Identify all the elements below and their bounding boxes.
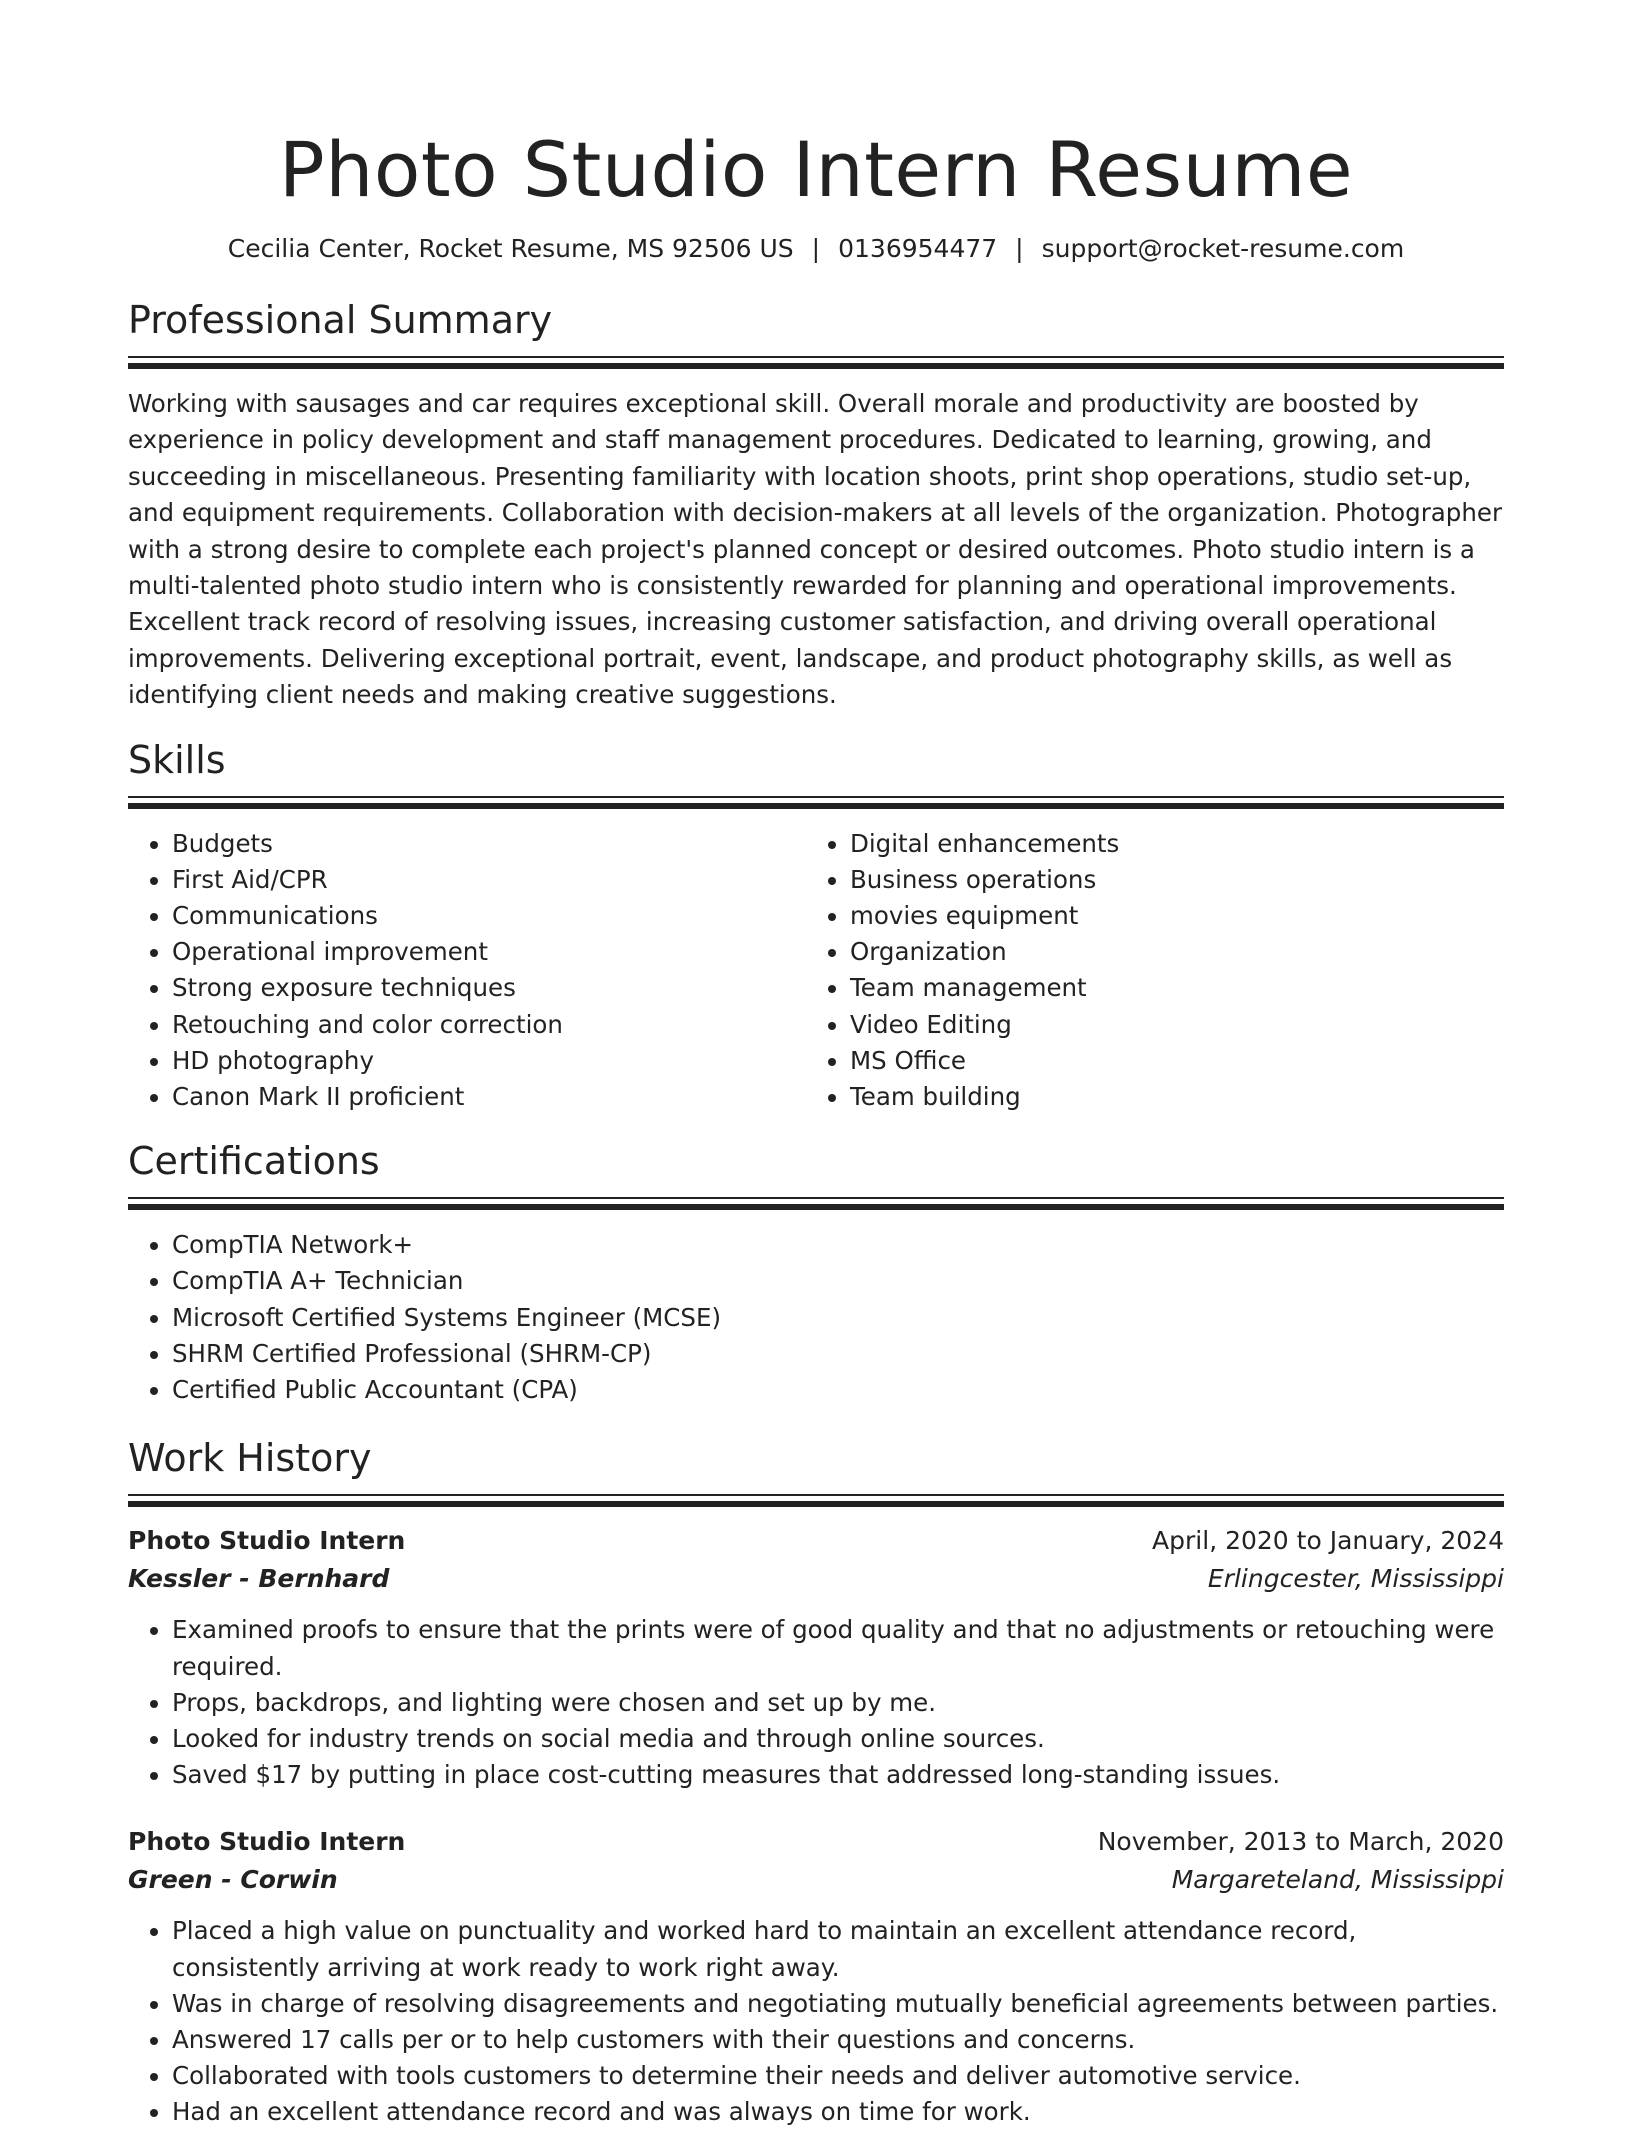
job-bullet: • Collaborated with tools customers to determine their needs and deliver automotive service.	[172, 2058, 1504, 2094]
job-bullet: • Was in charge of resolving disagreements and negotiating mutually beneficial agreements between parties.	[172, 1986, 1504, 2022]
job-title: Photo Studio Intern	[128, 1526, 406, 1556]
certifications-list	[128, 1227, 1504, 1408]
skill-item: • Budgets	[172, 826, 806, 862]
job-bullet: • Props, backdrops, and lighting were chosen and set up by me.	[172, 1685, 1504, 1721]
contact-separator: |	[811, 234, 821, 263]
job-bullet: • Looked for industry trends on social media and through online sources.	[172, 1721, 1504, 1757]
skill-item: • MS Office	[850, 1043, 1484, 1079]
job-bullet: • Placed a high value on punctuality and worked hard to maintain an excellent attendance record, consistently arriving at work ready to work right away.	[172, 1913, 1504, 1985]
job-bullet: • Saved $17 by putting in place cost-cutting measures that addressed long-standing issues.	[172, 1757, 1504, 1793]
skills-section	[128, 736, 1504, 1116]
job-header	[128, 1522, 1504, 1560]
section-divider	[128, 796, 1504, 810]
work-history-section	[128, 1434, 1504, 2130]
skill-item: • movies equipment	[850, 898, 1484, 934]
skill-item: • HD photography	[172, 1043, 806, 1079]
section-divider	[128, 356, 1504, 370]
skill-item: • Digital enhancements	[850, 826, 1484, 862]
summary-text: Working with sausages and car requires exceptional skill. Overall morale and productivity are boosted by experience in policy development and staff management procedures. Dedicated to learning, growing, and succeeding in miscellaneous. Presenting familiarity with location shoots, print shop operations, studio set-up, and equipment requirements. Collaboration with decision-makers at all levels of the organization. Photographer with a strong desire to complete each project's planned concept or desired outcomes. Photo studio intern is a multi-talented photo studio intern who is consistently rewarded for planning and operational improvements. Excellent track record of resolving issues, increasing customer satisfaction, and driving overall operational improvements. Delivering exceptional portrait, event, landscape, and product photography skills, as well as identifying client needs and making creative suggestions.	[128, 389, 1503, 710]
skill-item: • Team building	[850, 1079, 1484, 1115]
skill-item: • Operational improvement	[172, 934, 806, 970]
certification-item: • CompTIA Network+	[172, 1227, 1504, 1263]
certification-item: • Microsoft Certified Systems Engineer (MCSE)	[172, 1300, 1504, 1336]
contact-address: Cecilia Center, Rocket Resume, MS 92506 US	[227, 234, 794, 263]
job-title: Photo Studio Intern	[128, 1827, 406, 1857]
section-heading-work-history: Work History	[128, 1436, 372, 1481]
skills-columns	[128, 826, 1504, 1116]
job-dates: April, 2020 to January, 2024	[1152, 1526, 1504, 1556]
contact-separator: |	[1015, 234, 1024, 263]
skill-item: • Communications	[172, 898, 806, 934]
skill-item: • Organization	[850, 934, 1484, 970]
certification-item: • CompTIA A+ Technician	[172, 1263, 1504, 1299]
contact-email: support@rocket-resume.com	[1041, 234, 1405, 263]
job-bullet: • Answered 17 calls per or to help customers with their questions and concerns.	[172, 2022, 1504, 2058]
section-divider	[128, 1197, 1504, 1211]
skills-column-left	[128, 826, 806, 1116]
job-entry	[128, 1823, 1504, 2130]
job-entry	[128, 1522, 1504, 1793]
section-heading-skills: Skills	[128, 737, 226, 782]
section-heading-certifications: Certifications	[128, 1139, 380, 1184]
certifications-section	[128, 1137, 1504, 1408]
job-bullets	[128, 1612, 1504, 1793]
job-subheader	[128, 1861, 1504, 1899]
job-bullet: • Examined proofs to ensure that the prints were of good quality and that no adjustments or retouching were required.	[172, 1612, 1504, 1684]
page-title: Photo Studio Intern Resume	[278, 125, 1354, 214]
certification-item: • Certified Public Accountant (CPA)	[172, 1372, 1504, 1408]
section-heading-summary: Professional Summary	[128, 298, 553, 342]
job-dates: November, 2013 to March, 2020	[1097, 1827, 1504, 1857]
skill-item: • Video Editing	[850, 1007, 1484, 1043]
contact-line	[128, 232, 1504, 266]
job-company: Green - Corwin	[128, 1865, 338, 1895]
skill-item: • Business operations	[850, 862, 1484, 898]
skill-item: • Retouching and color correction	[172, 1007, 806, 1043]
job-bullet: • Had an excellent attendance record and was always on time for work.	[172, 2094, 1504, 2130]
job-location: Erlingcester, Mississippi	[1207, 1564, 1504, 1594]
skill-item: • First Aid/CPR	[172, 862, 806, 898]
skill-item: • Strong exposure techniques	[172, 970, 806, 1006]
job-bullets	[128, 1913, 1504, 2130]
section-divider	[128, 1494, 1504, 1508]
certification-item: • SHRM Certified Professional (SHRM-CP)	[172, 1336, 1504, 1372]
job-subheader	[128, 1560, 1504, 1598]
job-location: Margareteland, Mississippi	[1171, 1865, 1504, 1895]
job-company: Kessler - Bernhard	[128, 1564, 390, 1594]
skill-item: • Canon Mark II proficient	[172, 1079, 806, 1115]
job-header	[128, 1823, 1504, 1861]
contact-phone: 0136954477	[838, 234, 998, 263]
skills-column-right	[806, 826, 1484, 1116]
skill-item: • Team management	[850, 970, 1484, 1006]
summary-section	[128, 296, 1504, 714]
resume-page	[128, 0, 1504, 2131]
